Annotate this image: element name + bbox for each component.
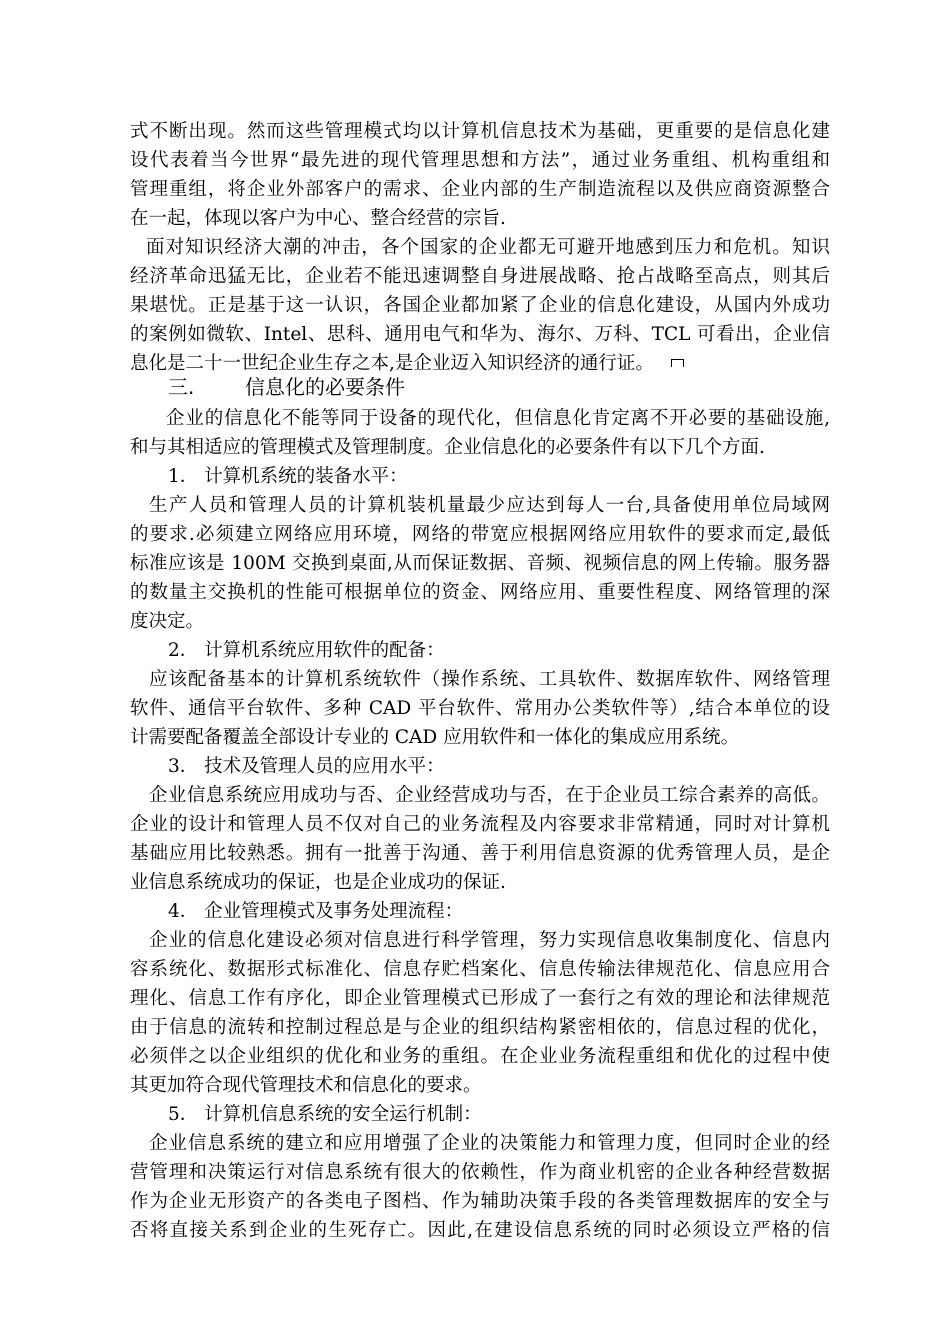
section-heading — [130, 372, 830, 402]
text-line: 基础应用比较熟悉。拥有一批善于沟通、善于利用信息资源的优秀管理人员，是企 — [130, 843, 830, 864]
text-line: 息化是二十一世纪企业生存之本,是企业迈入知识经济的通行证。 — [130, 353, 654, 374]
text-line: 在一起，体现以客户为中心、整合经营的宗旨. — [130, 208, 506, 229]
text-line: 业信息系统成功的保证，也是企业成功的保证. — [130, 872, 506, 893]
text-line: 的案例如微软、Intel、思科、通用电气和华为、海尔、万科、TCL 可看出，企业信 — [130, 324, 830, 345]
item-heading: 5． 计算机信息系统的安全运行机制： — [168, 1104, 482, 1125]
text-line: 容系统化、数据形式标准化、信息存贮档案化、信息传输法律规范化、信息应用合 — [130, 959, 830, 980]
text-line: 的数量主交换机的性能可根据单位的资金、网络应用、重要性程度、网络管理的深 — [130, 582, 830, 603]
text-line: 的要求.必须建立网络应用环境，网络的带宽应根据网络应用软件的要求而定,最低 — [130, 524, 830, 545]
text-line: 软件、通信平台软件、多种 CAD 平台软件、常用办公类软件等）,结合本单位的设 — [130, 698, 830, 719]
text-line: 应该配备基本的计算机系统软件（操作系统、工具软件、数据库软件、网络管理 — [149, 669, 830, 690]
text-line: 生产人员和管理人员的计算机装机量最少应达到每人一台,具备使用单位局域网 — [149, 495, 830, 516]
text-line: 管理重组，将企业外部客户的需求、企业内部的生产制造流程以及供应商资源整合 — [130, 179, 830, 200]
item-heading: 1． 计算机系统的装备水平： — [168, 466, 408, 487]
text-line: 经济革命迅猛无比，企业若不能迅速调整自身进展战略、抢占战略至高点，则其后 — [130, 266, 830, 287]
text-line: 式不断出现。然而这些管理模式均以计算机信息技术为基础，更重要的是信息化建 — [130, 121, 830, 142]
item-heading: 3． 技术及管理人员的应用水平： — [168, 756, 445, 777]
item-heading: 2． 计算机系统应用软件的配备： — [168, 640, 445, 661]
section-number: 三. — [168, 375, 195, 399]
footnote-mark — [671, 359, 684, 367]
text-line: 其更加符合现代管理技术和信息化的要求。 — [130, 1075, 482, 1096]
text-line: 设代表着当今世界“最先进的现代管理思想和方法”，通过业务重组、机构重组和 — [130, 150, 830, 171]
text-line: 企业信息系统的建立和应用增强了企业的决策能力和管理力度，但同时企业的经 — [149, 1133, 830, 1154]
text-line: 作为企业无形资产的各类电子图档、作为辅助决策手段的各类管理数据库的安全与 — [130, 1191, 830, 1212]
text-line: 企业的信息化建设必须对信息进行科学管理，努力实现信息收集制度化、信息内 — [149, 930, 830, 951]
text-line: 度决定。 — [130, 611, 205, 632]
text-line: 必须伴之以企业组织的优化和业务的重组。在企业业务流程重组和优化的过程中使 — [130, 1046, 830, 1067]
text-line: 计需要配备覆盖全部设计专业的 CAD 应用软件和一体化的集成应用系统。 — [130, 727, 740, 748]
text-line: 由于信息的流转和控制过程总是与企业的组织结构紧密相依的，信息过程的优化， — [130, 1017, 830, 1038]
item-heading: 4． 企业管理模式及事务处理流程： — [168, 901, 464, 922]
text-line: 理化、信息工作有序化，即企业管理模式已形成了一套行之有效的理论和法律规范 — [130, 988, 830, 1009]
text-line: 果堪忧。正是基于这一认识，各国企业都加紧了企业的信息化建设，从国内外成功 — [130, 295, 830, 316]
text-line: 企业信息系统应用成功与否、企业经营成功与否，在于企业员工综合素养的高低。 — [149, 785, 830, 806]
text-line: 否将直接关系到企业的生死存亡。因此,在建设信息系统的同时必须设立严格的信 — [130, 1220, 830, 1241]
text-line: 企业的信息化不能等同于设备的现代化，但信息化肯定离不开必要的基础设施, — [166, 408, 830, 429]
text-line: 企业的设计和管理人员不仅对自己的业务流程及内容要求非常精通，同时对计算机 — [130, 814, 830, 835]
text-line: 营管理和决策运行对信息系统有很大的依赖性，作为商业机密的企业各种经营数据 — [130, 1162, 830, 1183]
text-line: 面对知识经济大潮的冲击，各个国家的企业都无可避开地感到压力和危机。知识 — [146, 237, 830, 258]
text-line: 和与其相适应的管理模式及管理制度。企业信息化的必要条件有以下几个方面. — [130, 437, 765, 458]
section-title: 信息化的必要条件 — [245, 375, 405, 399]
text-line: 标准应该是 100M 交换到桌面,从而保证数据、音频、视频信息的网上传输。服务器 — [130, 553, 830, 574]
